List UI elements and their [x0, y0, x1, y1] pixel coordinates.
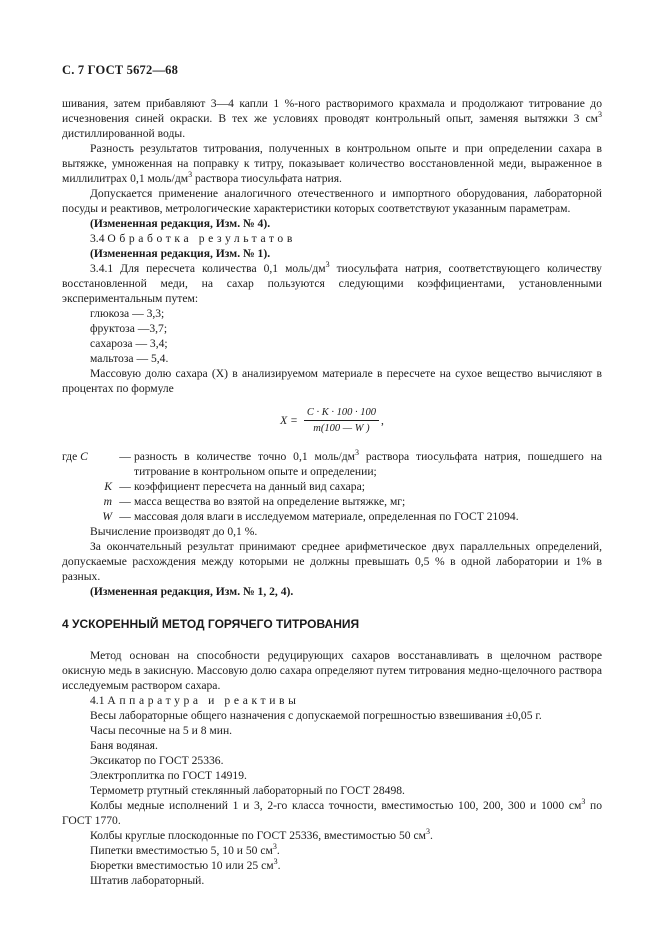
equipment-item: Колбы круглые плоскодонные по ГОСТ 25336, вместимостью 50 $см^3$. [90, 827, 433, 842]
formula-tail: , [381, 414, 384, 427]
equipment-item: Пипетки вместимостью 5, 10 и 50 $см^3$. [90, 842, 280, 857]
equipment-item: Бюретки вместимостью 10 или 25 $см^3$. [90, 857, 281, 872]
page-content [62, 96, 602, 888]
symbol-k: K [104, 480, 112, 493]
equipment-item: Штатив лабораторный. [90, 874, 205, 887]
definition-k: коэффициент пересчета на данный вид сахара; [134, 480, 365, 493]
section-4-title: 4 УСКОРЕННЫЙ МЕТОД ГОРЯЧЕГО ТИТРОВАНИЯ [62, 617, 360, 631]
definition-m: масса вещества во взятой на определение вытяжке, мг; [134, 495, 406, 508]
paragraph-method-basis: Метод основан на способности редуцирующих сахаров восстанавливать в щелочном растворе окисную медь в закисную. Массовую долю сахара определяют путем титрования медно-щелочного раствора исследуемым раствором сахара. [62, 649, 602, 692]
equipment-item: Эксикатор по ГОСТ 25336. [90, 754, 224, 767]
paragraph-mass-fraction: Массовую долю сахара (X) в анализируемом материале в пересчете на сухое вещество вычисляют в процентах по формуле [62, 367, 602, 395]
paragraph-difference: Разность результатов титрования, полученных в контрольном опыте и при определении сахара в вытяжке, умноженная на поправку к титру, показывает количество восстановленной меди, выраженное в миллилитрах 0,1 моль/$дм^3$ раствора тиосульфата натрия. [62, 142, 602, 185]
page-header: С. 7 ГОСТ 5672—68 [62, 63, 179, 77]
equipment-item: Весы лабораторные общего назначения с допускаемой погрешностью взвешивания ±0,05 г. [90, 709, 542, 722]
list-item: мальтоза — 5,4. [90, 352, 169, 365]
equipment-item-flasks: Колбы медные исполнений 1 и 3, 2-го класса точности, вместимостью 100, 200, 300 и 1000 $см^3$ по ГОСТ 1770. [62, 797, 602, 827]
formula [62, 406, 602, 435]
equipment-item: Часы песочные на 5 и 8 мин. [90, 724, 233, 737]
list-item: сахароза — 3,4; [90, 337, 168, 350]
definition-c: разность в количестве точно 0,1 моль/$дм^3$ раствора тиосульфата натрия, пошедшего на титрование в контрольном опыте и определении; [134, 448, 602, 478]
variable-definitions: где C — разность в количестве точно 0,1 моль/$дм^3$ раствора тиосульфата натрия, пошедшего на титрование в контрольном опыте и определении; K — коэффициент пересчета на данный вид сахара; m — масса вещества во взятой на определение вытяжке, мг; W — массовая доля влаги в исследуемом материале, определенная по ГОСТ 21094. [62, 448, 602, 523]
coefficient-list [62, 306, 602, 366]
list-item: фруктоза —3,7; [90, 322, 168, 335]
symbol-w: W [102, 510, 112, 523]
equipment-item: Баня водяная. [90, 739, 158, 752]
subsection-4-1-heading: 4.1 Аппаратура и реактивы [90, 694, 300, 707]
revision-note-1: (Измененная редакция, Изм. № 4). [90, 217, 271, 230]
where-prefix: где C [62, 450, 88, 463]
revision-note-2: (Измененная редакция, Изм. № 1). [90, 247, 271, 260]
paragraph-titration-end: шивания, затем прибавляют 3—4 капли 1 %-ного растворимого крахмала и продолжают титрование до исчезновения синей окраски. В тех же условиях проводят контрольный опыт, заменяя вытяжки 3 $см^3$ дистиллированной воды. [62, 97, 602, 140]
paragraph-calc-precision: Вычисление производят до 0,1 %. [90, 525, 258, 538]
list-item: глюкоза — 3,3; [90, 307, 165, 320]
subsection-3-4-heading: 3.4 Обработка результатов [90, 232, 296, 245]
equipment-item: Электроплитка по ГОСТ 14919. [90, 769, 247, 782]
paragraph-equipment-allowed: Допускается применение аналогичного отечественного и импортного оборудования, лабораторной посуды и реактивов, метрологические характеристики которых соответствуют указанным параметрам. [62, 187, 602, 215]
paragraph-3-4-1: 3.4.1 Для пересчета количества 0,1 моль/$дм^3$ тиосульфата натрия, соответствующего количеству восстановленной меди, на сахар пользуются следующими коэффициентами, установленными экспериментальным путем: [62, 260, 602, 305]
formula-numerator: C · K · 100 · 100 [304, 406, 379, 421]
formula-fraction [304, 406, 379, 435]
equipment-item: Термометр ртутный стеклянный лабораторный по ГОСТ 28498. [90, 784, 405, 797]
definition-w: массовая доля влаги в исследуемом материале, определенная по ГОСТ 21094. [134, 510, 519, 523]
formula-denominator: m(100 — W ) [313, 423, 370, 434]
symbol-m: m [103, 495, 112, 508]
paragraph-final-result: За окончательный результат принимают среднее арифметическое двух параллельных определений, допускаемые расхождения между которыми не должны превышать 0,5 % в одной лаборатории и 1% в разных. [62, 540, 602, 583]
revision-note-3: (Измененная редакция, Изм. № 1, 2, 4). [90, 585, 294, 598]
formula-lhs: X = [280, 414, 298, 427]
